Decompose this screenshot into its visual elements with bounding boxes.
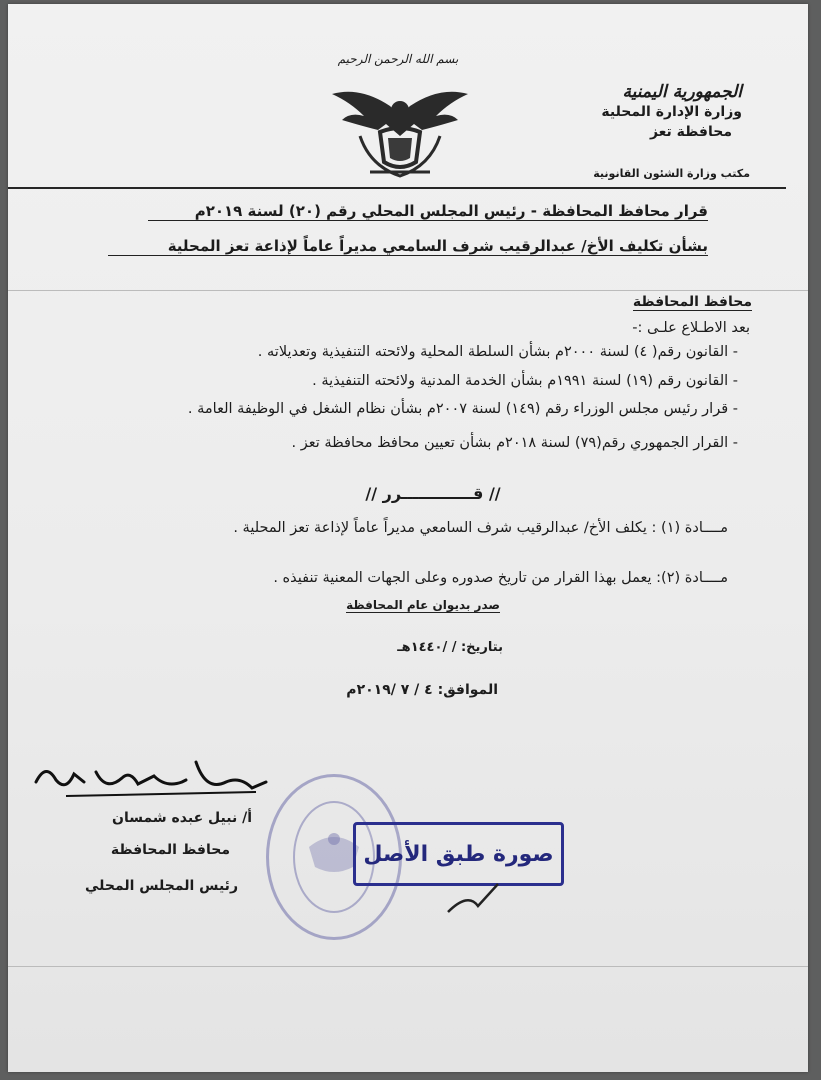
list-item: - القانون رقم( ٤) لسنة ٢٠٠٠م بشأن السلطة المحلية ولائحته التنفيذية وتعديلاته . [257, 344, 738, 360]
footer-divider [8, 966, 808, 967]
intro-line: بعد الاطـلاع علـى :- [632, 320, 750, 336]
signatory-title: محافظ المحافظة [110, 842, 230, 858]
date-hijri: بتاريخ: / /١٤٤٠هـ [397, 640, 503, 655]
article-1: مــــادة (١) : يكلف الأخ/ عبدالرقيب شرف السامعي مديراً عاماً لإذاعة تعز المحلية . [233, 520, 728, 536]
decision-subject: بشأن تكليف الأخ/ عبدالرقيب شرف السامعي مديراً عاماً لإذاعة تعز المحلية [108, 237, 708, 256]
header-divider [8, 187, 786, 189]
office-name: مكتب وزارة الشئون القانونية [593, 167, 750, 180]
title-divider [8, 290, 808, 291]
handwritten-signature-icon [26, 752, 276, 812]
signatory-name: أ/ نبيل عبده شمسان [112, 810, 252, 826]
true-copy-stamp: صورة طبق الأصل [353, 822, 564, 886]
stamp-signature-icon [438, 872, 518, 922]
eagle-emblem-icon [330, 76, 470, 181]
list-item: - قرار رئيس مجلس الوزراء رقم (١٤٩) لسنة ٢٠٠٧م بشأن نظام الشغل في الوظيفة العامة . [187, 401, 738, 417]
date-gregorian: الموافق: ٤ / ٧ /٢٠١٩م [346, 682, 498, 698]
article-2: مــــادة (٢): يعمل بهذا القرار من تاريخ صدوره وعلى الجهات المعنية تنفيذه . [273, 570, 728, 586]
republic-name: الجمهورية اليمنية [622, 82, 742, 102]
issued-at: صدر بديوان عام المحافظة [346, 598, 500, 612]
governorate-name: محافظة تعز [649, 124, 732, 140]
list-item: - القانون رقم (١٩) لسنة ١٩٩١م بشأن الخدمة المدنية ولائحته التنفيذية . [312, 373, 738, 389]
ministry-name: وزارة الإدارة المحلية [601, 104, 742, 120]
basmala: بسم الله الرحمن الرحيم [337, 52, 459, 66]
addressee: محافظ المحافظة [632, 294, 752, 310]
list-item: - القرار الجمهوري رقم(٧٩) لسنة ٢٠١٨م بشأن تعيين محافظ محافظة تعز . [291, 435, 738, 451]
signatory-council: رئيس المجلس المحلي [84, 878, 238, 894]
decision-heading: // قـــــــــــــرر // [365, 484, 501, 503]
document-page [8, 4, 808, 1072]
letterhead [512, 82, 742, 142]
decision-title: قرار محافظ المحافظة - رئيس المجلس المحلي رقم (٢٠) لسنة ٢٠١٩م [148, 202, 708, 221]
